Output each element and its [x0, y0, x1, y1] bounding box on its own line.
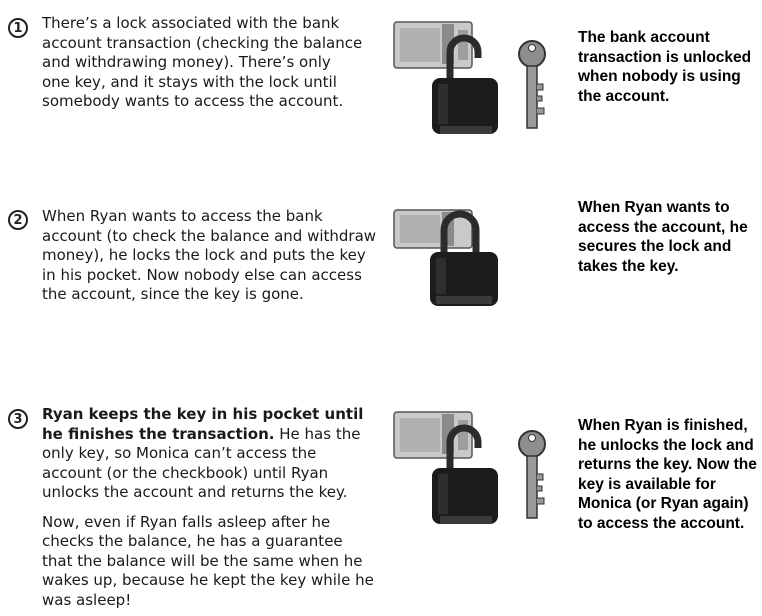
text-line: and withdrawing money). There’s only — [42, 53, 331, 71]
key-icon — [519, 41, 545, 128]
text-line: in his pocket. Now nobody else can access — [42, 265, 362, 284]
text-line: somebody wants to access the account. — [42, 92, 344, 110]
step-description — [42, 14, 377, 112]
paragraph-text: He has the only key, so Monica can’t access the account (or the checkbook) until Ryan unlocks the account and returns the key. — [42, 424, 361, 501]
step-description — [42, 207, 377, 305]
step-number-badge: 3 — [8, 409, 28, 429]
paragraph-2: Now, even if Ryan falls asleep after he checks the balance, he has a guarantee that the balance will be the same when he wakes up, because he kept the key while he was asleep! — [42, 512, 374, 609]
unlocked-padlock-with-key-illustration — [392, 14, 560, 144]
hasp-icon — [394, 22, 472, 68]
bold-lead-text: Ryan keeps the key in his pocket until he finishes the transaction. — [42, 405, 364, 443]
step-caption: When Ryan is finished, he unlocks the lock and returns the key. Now the key is available for Monica (or Ryan again) to access the account. — [578, 417, 757, 532]
key-icon — [519, 431, 545, 518]
paragraph-1 — [42, 405, 377, 503]
step-number-badge: 2 — [8, 210, 28, 230]
step-number-badge: 1 — [8, 18, 28, 38]
step-caption: The bank account transaction is unlocked when nobody is using the account. — [578, 29, 752, 105]
text-line: the account, since the key is gone. — [42, 285, 304, 303]
text-line: money), he locks the lock and puts the key — [42, 246, 366, 264]
text-line: one key, and it stays with the lock until — [42, 72, 337, 91]
text-line: There’s a lock associated with the bank — [42, 14, 340, 32]
unlocked-padlock-with-key-illustration — [392, 404, 560, 534]
hasp-icon — [394, 412, 472, 458]
step-caption: When Ryan wants to access the account, he secures the lock and takes the key. — [578, 199, 748, 275]
step-description — [42, 405, 377, 610]
locked-padlock-illustration — [392, 200, 560, 310]
text-line: account (to check the balance and withdraw — [42, 226, 377, 245]
text-line: When Ryan wants to access the bank — [42, 207, 323, 225]
text-line: account transaction (checking the balance — [42, 33, 363, 52]
